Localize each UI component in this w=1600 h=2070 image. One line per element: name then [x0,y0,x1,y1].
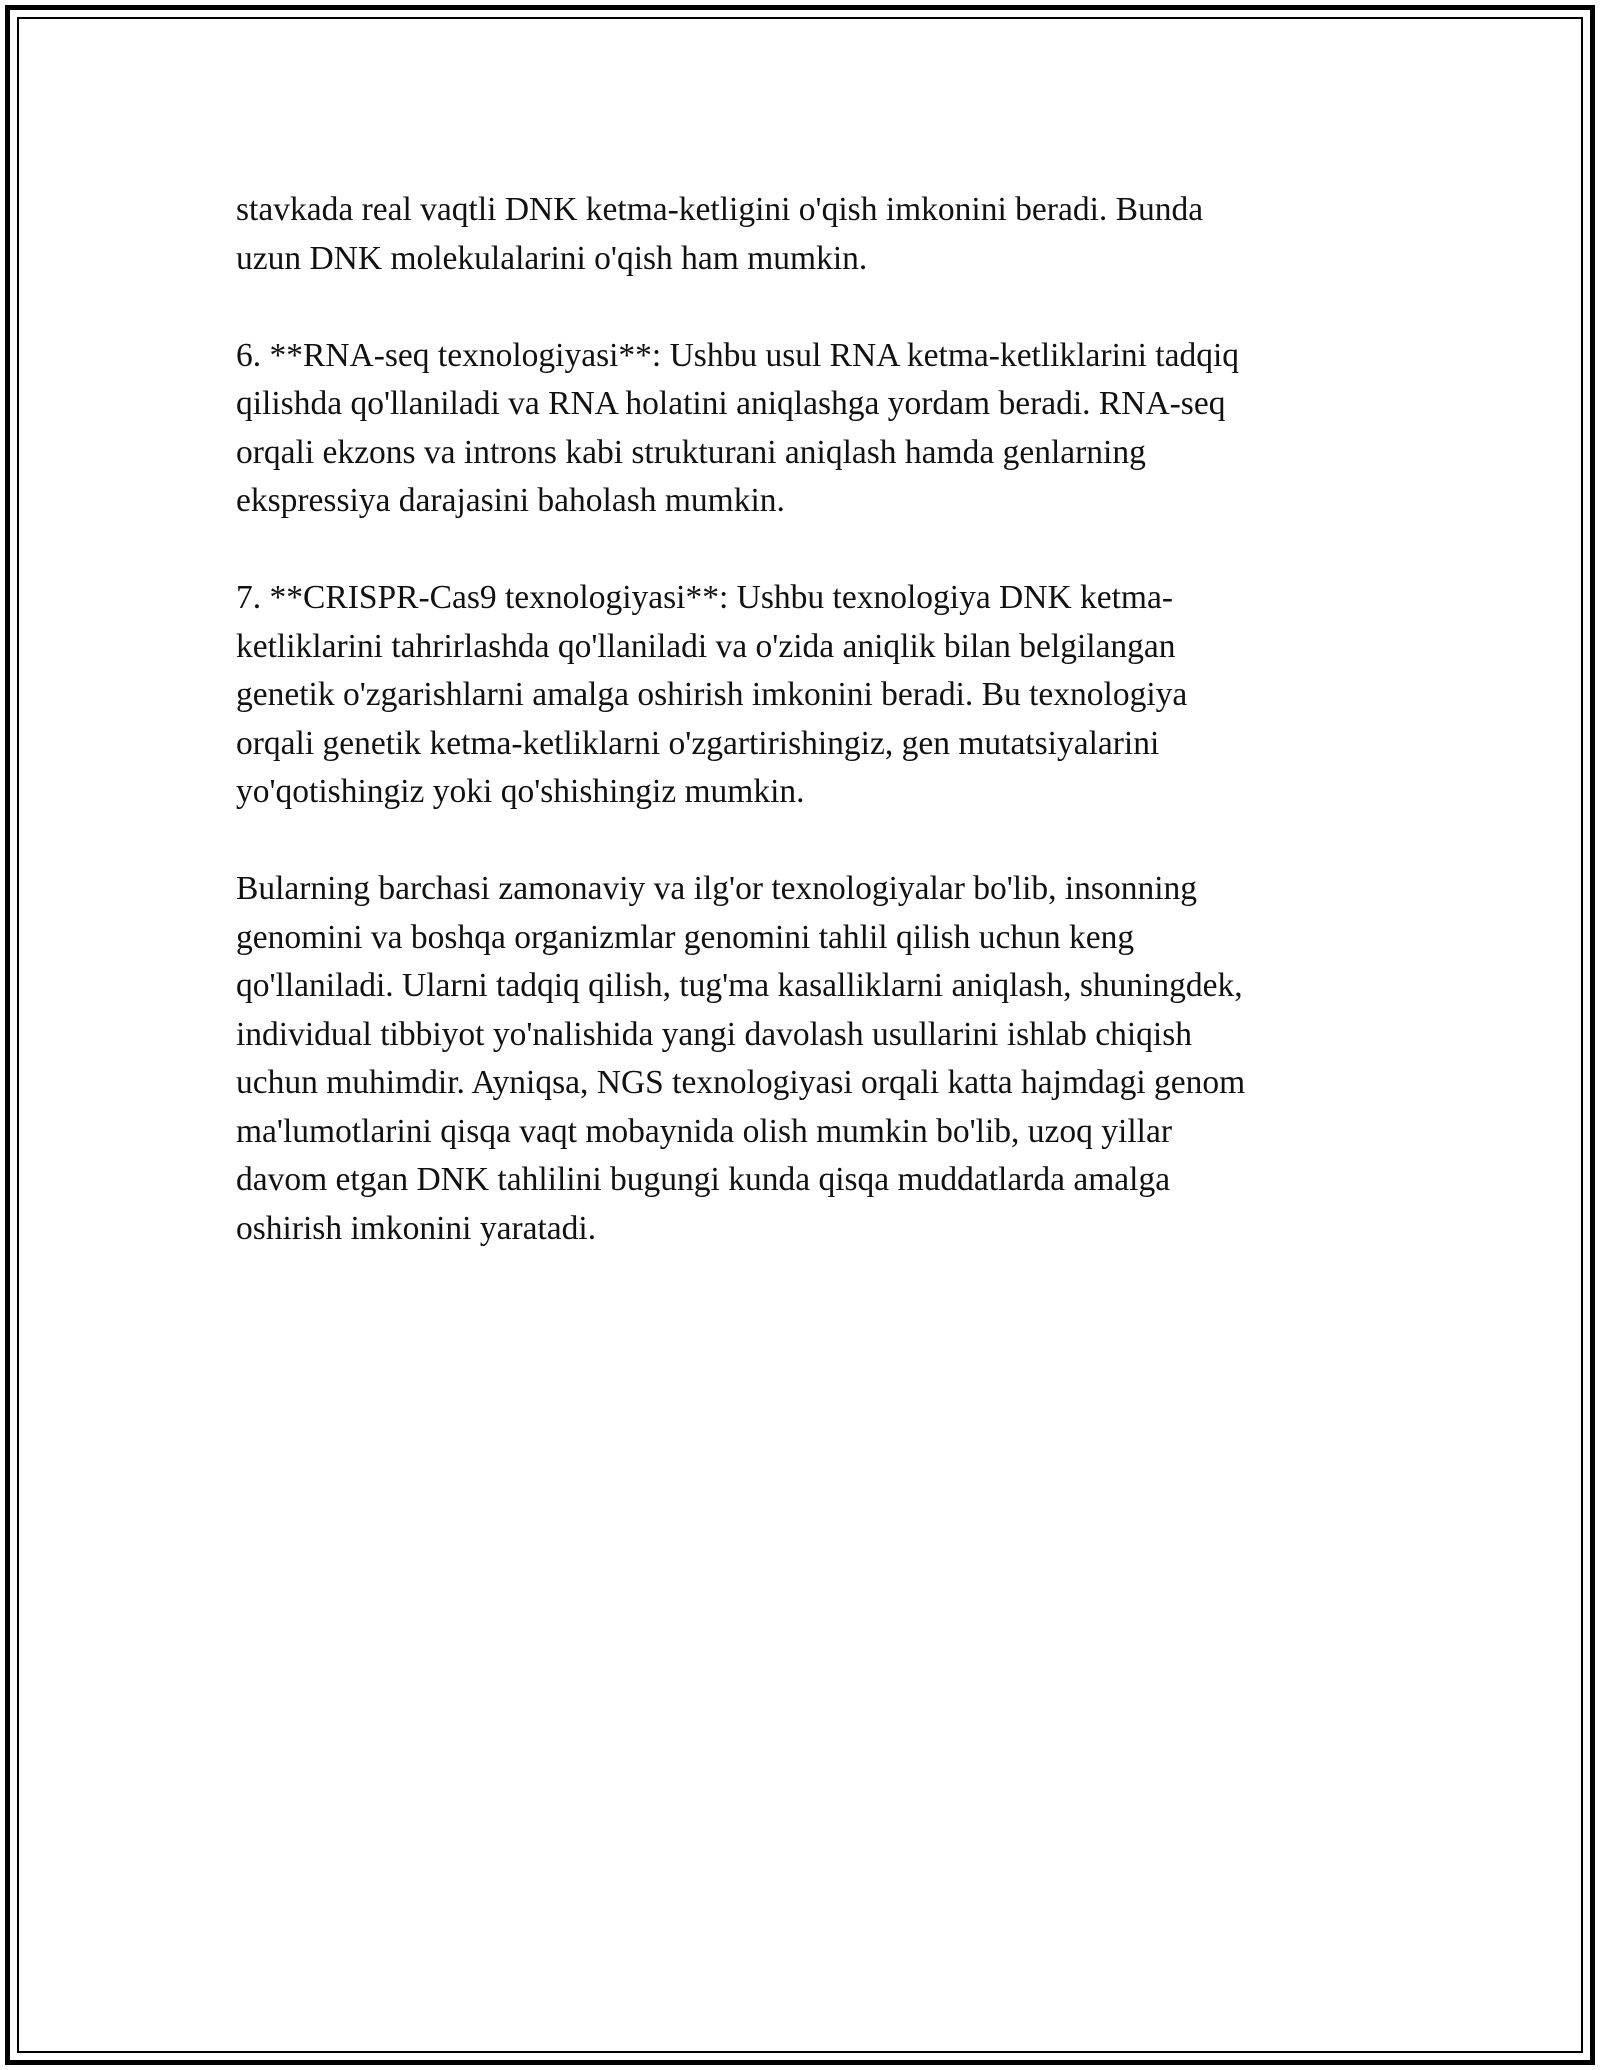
text-line: orqali ekzons va introns kabi strukturani aniqlash hamda genlarning [236,433,1146,471]
text-line: ma'lumotlarini qisqa vaqt mobaynida olish mumkin bo'lib, uzoq yillar [236,1112,1172,1150]
text-line: yo'qotishingiz yoki qo'shishingiz mumkin. [236,773,805,810]
text-line: orqali genetik ketma-ketliklarni o'zgartirishingiz, gen mutatsiyalarini [236,724,1160,762]
text-line: Bularning barchasi zamonaviy va ilg'or texnologiyalar bo'lib, insonning [236,870,1198,907]
text-line: davom etgan DNK tahlilini bugungi kunda qisqa muddatlarda amalga [236,1161,1171,1198]
text-line: oshirish imkonini yaratadi. [236,1209,597,1247]
paragraph-rna-seq [236,332,1366,526]
paragraph-crispr [236,574,1366,817]
text-line: 6. **RNA-seq texnologiyasi**: Ushbu usul RNA ketma-ketliklarini tadqiq [236,336,1240,374]
text-line: individual tibbiyot yo'nalishida yangi davolash usullarini ishlab chiqish [236,1015,1193,1053]
text-line: uzun DNK molekulalarini o'qish ham mumkin. [236,239,868,277]
text-line: stavkada real vaqtli DNK ketma-ketligini o'qish imkonini beradi. Bunda [236,191,1204,228]
paragraph-nanopore-continuation [236,186,1366,283]
text-line: ekspressiya darajasini baholash mumkin. [236,482,785,519]
text-line: uchun muhimdir. Ayniqsa, NGS texnologiyasi orqali katta hajmdagi genom [236,1064,1246,1101]
text-line: genetik o'zgarishlarni amalga oshirish imkonini beradi. Bu texnologiya [236,676,1188,713]
document-body [236,186,1366,1302]
text-line: qilishda qo'llaniladi va RNA holatini aniqlashga yordam beradi. RNA-seq [236,385,1226,422]
paragraph-conclusion [236,865,1366,1253]
text-line: genomini va boshqa organizmlar genomini tahlil qilish uchun keng [236,918,1135,956]
text-line: 7. **CRISPR-Cas9 texnologiyasi**: Ushbu texnologiya DNK ketma- [236,579,1174,616]
text-line: ketliklarini tahrirlashda qo'llaniladi va o'zida aniqlik bilan belgilangan [236,627,1176,665]
text-line: qo'llaniladi. Ularni tadqiq qilish, tug'ma kasalliklarni aniqlash, shuningdek, [236,967,1243,1004]
